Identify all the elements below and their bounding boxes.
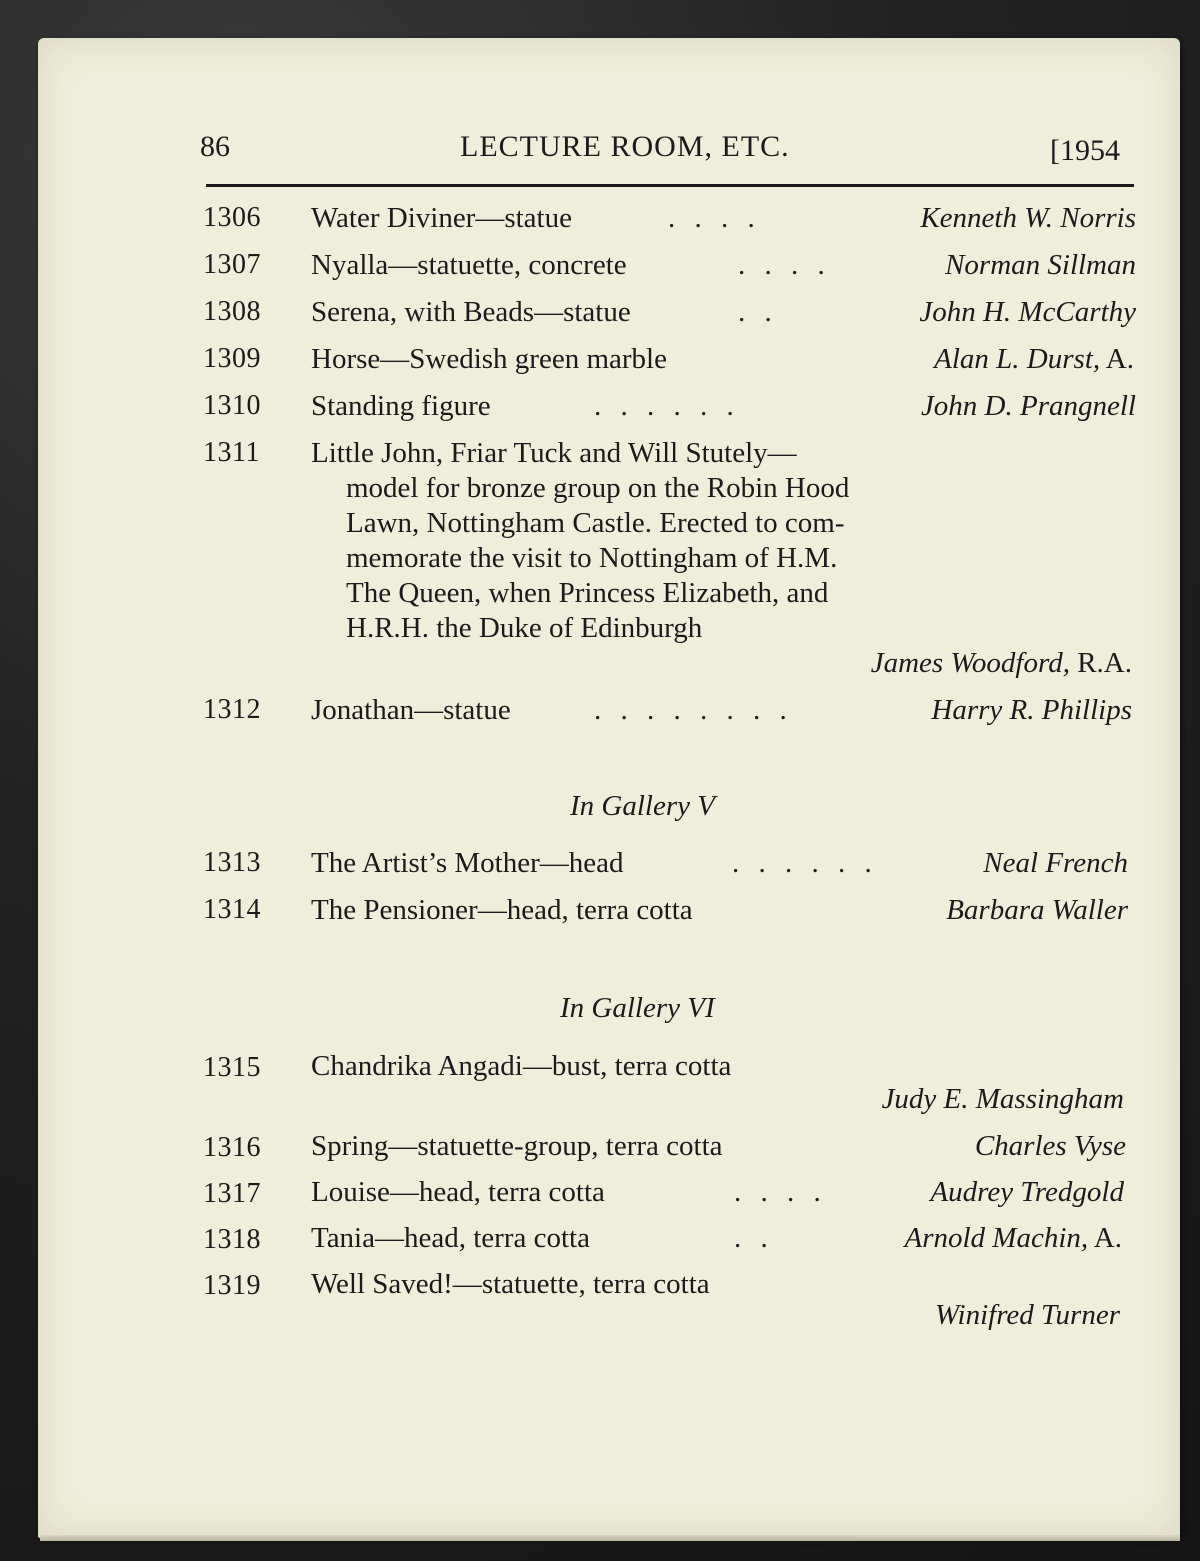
entry-artist-line — [934, 342, 1134, 376]
entry-artist: Kenneth W. Norris — [920, 202, 1136, 234]
entry-artist-line — [871, 646, 1132, 680]
entry-artist-suffix: A. — [1093, 1222, 1122, 1254]
entry-title: Standing figure — [311, 390, 491, 422]
gallery-heading: In Gallery V — [570, 790, 715, 822]
entry-number: 1309 — [203, 343, 261, 374]
entry-continuation-line: The Queen, when Princess Elizabeth, and — [346, 577, 829, 609]
entry-artist: Neal French — [983, 847, 1128, 879]
entry-artist: Judy E. Massingham — [881, 1083, 1124, 1115]
dot-leader: . . — [734, 1222, 774, 1254]
entry-title: Well Saved!—statuette, terra cotta — [311, 1268, 710, 1300]
running-title: LECTURE ROOM, ETC. — [460, 130, 790, 163]
entry-artist: John H. McCarthy — [919, 296, 1136, 328]
running-year: [1954 — [1050, 134, 1120, 167]
entry-number: 1312 — [203, 694, 261, 725]
entry-number: 1318 — [203, 1224, 261, 1255]
entry-artist-suffix: A. — [1105, 343, 1134, 375]
entry-number: 1313 — [203, 847, 261, 878]
entry-number: 1316 — [203, 1132, 261, 1163]
entry-number: 1310 — [203, 390, 261, 421]
entry-title: The Pensioner—head, terra cotta — [311, 894, 693, 926]
entry-continuation-line: Lawn, Nottingham Castle. Erected to com- — [346, 507, 845, 539]
entry-artist: John D. Prangnell — [920, 390, 1136, 422]
entry-number: 1311 — [203, 437, 260, 468]
entry-continuation-line: model for bronze group on the Robin Hood — [346, 472, 850, 504]
entry-number: 1308 — [203, 296, 261, 327]
gallery-heading: In Gallery VI — [560, 992, 715, 1024]
entry-title: Horse—Swedish green marble — [311, 343, 667, 375]
entry-artist: Alan L. Durst, — [934, 343, 1101, 375]
header-rule — [206, 184, 1134, 187]
dot-leader: . . . . — [738, 249, 831, 281]
entry-continuation-line: H.R.H. the Duke of Edinburgh — [346, 612, 703, 644]
entry-number: 1317 — [203, 1178, 261, 1209]
entry-artist-suffix: R.A. — [1077, 647, 1132, 679]
dot-leader: . . . . — [734, 1176, 827, 1208]
entry-title: Tania—head, terra cotta — [311, 1222, 590, 1254]
dot-leader: . . . . . . — [732, 847, 878, 879]
entry-number: 1314 — [203, 894, 261, 925]
entry-number: 1307 — [203, 249, 261, 280]
entry-artist: James Woodford, — [870, 647, 1070, 679]
entry-title: Louise—head, terra cotta — [311, 1176, 605, 1208]
entry-artist-line — [904, 1221, 1122, 1255]
entry-title: Serena, with Beads—statue — [311, 296, 631, 328]
entry-title: Little John, Friar Tuck and Will Stutely— — [311, 437, 797, 469]
entry-title: Jonathan—statue — [311, 694, 511, 726]
entry-number: 1306 — [203, 202, 261, 233]
entry-artist: Barbara Waller — [946, 894, 1128, 926]
entry-title: Water Diviner—statue — [311, 202, 572, 234]
entry-artist: Charles Vyse — [974, 1130, 1126, 1162]
page-edge — [40, 1535, 1180, 1541]
dot-leader: . . . . . . . . — [594, 694, 793, 726]
entry-title: Chandrika Angadi—bust, terra cotta — [311, 1050, 732, 1082]
entry-artist: Winifred Turner — [934, 1299, 1120, 1331]
dot-leader: . . — [738, 296, 778, 328]
entry-number: 1315 — [203, 1052, 261, 1083]
entry-artist: Audrey Tredgold — [930, 1176, 1124, 1208]
entry-artist: Norman Sillman — [945, 249, 1136, 281]
entry-artist: Harry R. Phillips — [931, 694, 1132, 726]
dot-leader: . . . . — [668, 202, 761, 234]
entry-continuation-line: memorate the visit to Nottingham of H.M. — [346, 542, 838, 574]
entry-number: 1319 — [203, 1270, 261, 1301]
dot-leader: . . . . . . — [594, 390, 740, 422]
entry-artist: Arnold Machin, — [904, 1222, 1089, 1254]
entry-title: Spring—statuette-group, terra cotta — [311, 1130, 723, 1162]
entry-title: The Artist’s Mother—head — [311, 847, 624, 879]
entry-title: Nyalla—statuette, concrete — [311, 249, 627, 281]
page-number: 86 — [200, 130, 230, 163]
